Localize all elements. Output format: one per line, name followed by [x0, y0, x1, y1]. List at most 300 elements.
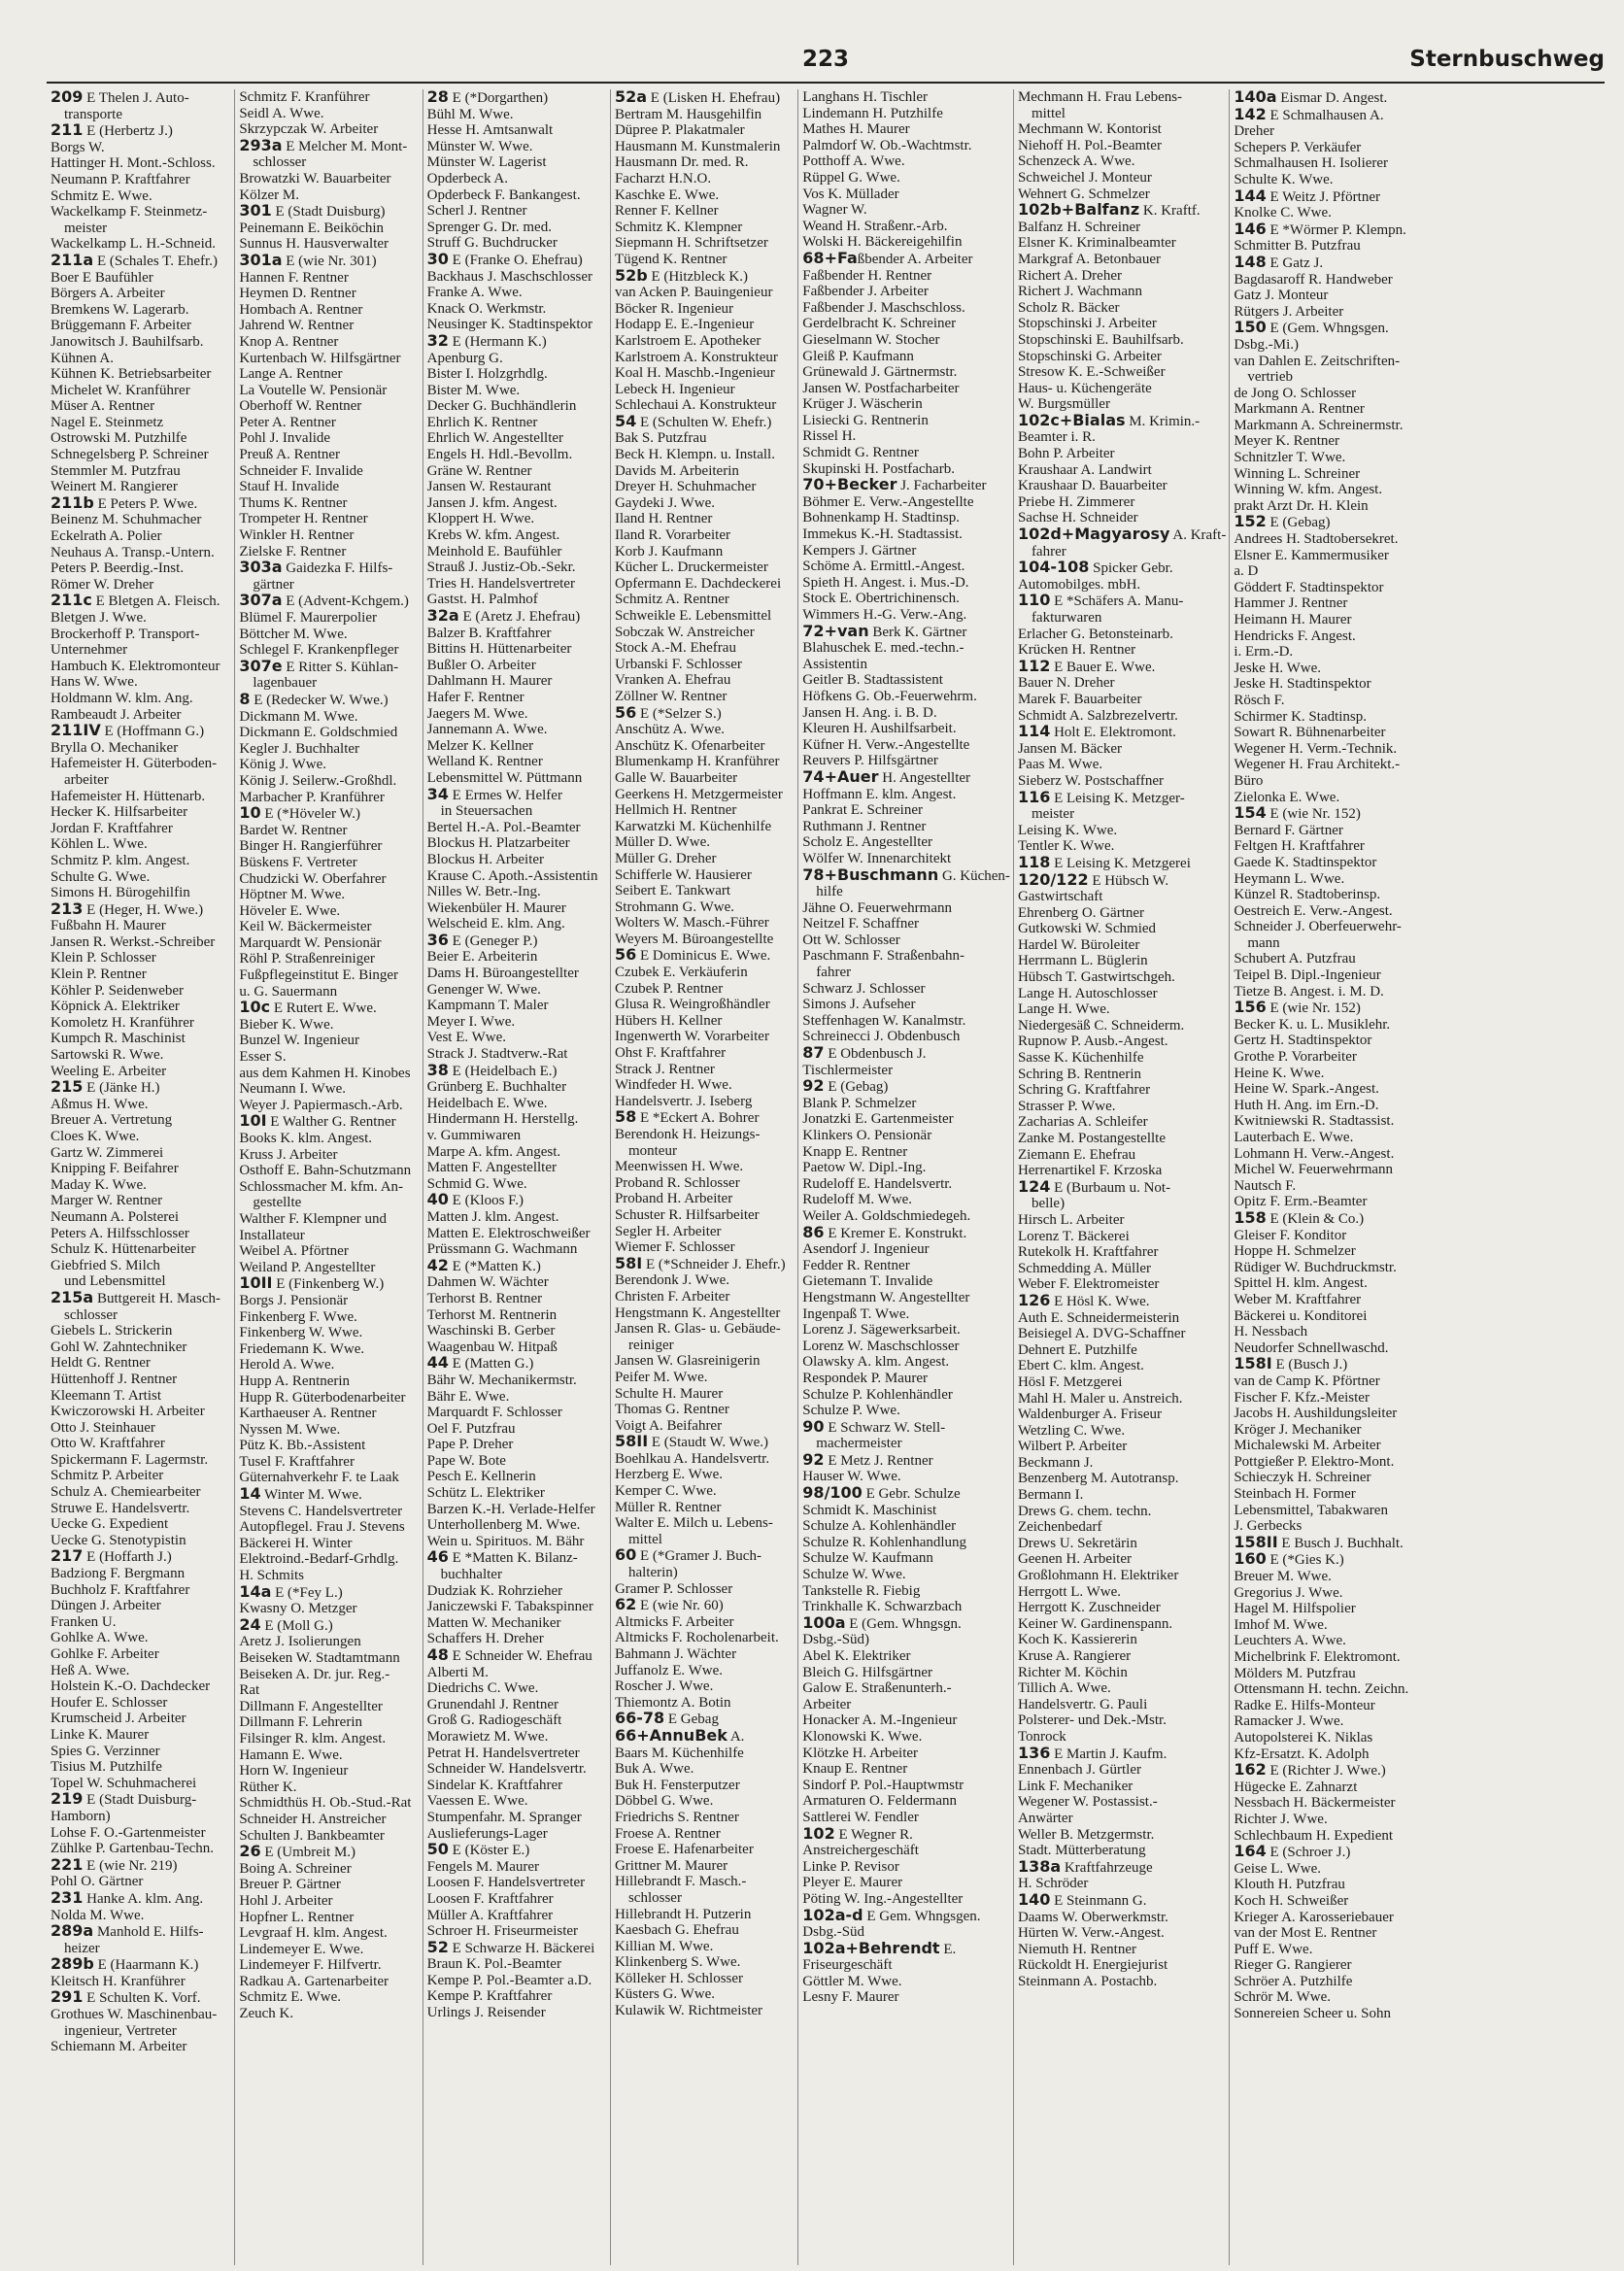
directory-entry: Uecke G. Stenotypistin: [51, 1532, 186, 1548]
directory-entry: Waschinski B. Gerber: [426, 1323, 556, 1339]
directory-entry: Houfer E. Schlosser: [51, 1694, 168, 1711]
directory-entry: Tentler K. Wwe.: [1017, 838, 1115, 855]
directory-entry: Bunzel W. Ingenieur: [239, 1033, 360, 1049]
house-number: 102b+Balfanz: [1017, 200, 1140, 220]
directory-entry: Kempe P. Kraftfahrer: [426, 1988, 553, 2005]
directory-entry: Schulze P. Wwe.: [802, 1403, 900, 1419]
directory-entry: 231 Hanke A. klm. Ang.: [51, 1887, 204, 1907]
directory-entry: Müller A. Kraftfahrer: [426, 1907, 554, 1923]
directory-entry: Mechmann W. Kontorist: [1017, 121, 1162, 138]
directory-entry: Schlegel F. Krankenpfleger: [239, 642, 399, 659]
directory-entry: Spickermann F. Lagermstr.: [51, 1451, 209, 1468]
directory-entry: Ehrenberg O. Gärtner: [1017, 904, 1145, 921]
directory-entry: 32 E (Hermann K.): [426, 330, 547, 350]
directory-entry: Czubek E. Verkäuferin: [614, 965, 748, 981]
directory-entry: Großlohmann H. Elektriker: [1017, 1568, 1179, 1584]
directory-entry: Sobczak W. Anstreicher: [614, 624, 755, 640]
directory-entry: Tisius M. Putzhilfe: [51, 1759, 162, 1776]
directory-entry: machermeister: [816, 1436, 902, 1452]
directory-entry: Haus- u. Küchengeräte: [1017, 380, 1152, 396]
directory-entry: Loosen F. Kraftfahrer: [426, 1890, 554, 1907]
directory-entry: Honacker A. M.-Ingenieur: [802, 1712, 958, 1729]
directory-entry: Jahrend W. Rentner: [239, 318, 355, 334]
directory-entry: 102c+Bialas M. Krimin.-: [1017, 410, 1201, 429]
house-number: 154: [1234, 803, 1267, 823]
directory-entry: 70+Becker J. Facharbeiter: [802, 475, 987, 494]
directory-entry: Esser S.: [239, 1049, 287, 1066]
directory-entry: Wegener H. Frau Architekt.-: [1234, 757, 1401, 773]
directory-entry: Wegener W. Postassist.-: [1017, 1794, 1158, 1811]
directory-entry: 140a Eismar D. Angest.: [1234, 87, 1388, 106]
directory-entry: Winkler H. Rentner: [239, 527, 355, 544]
directory-entry: Vranken A. Ehefrau: [614, 672, 731, 689]
directory-entry: Nilles W. Betr.-Ing.: [426, 884, 541, 900]
directory-entry: Schroer H. Friseurmeister: [426, 1923, 579, 1940]
directory-columns: [47, 89, 1605, 2265]
directory-entry: Bäckerei u. Konditorei: [1234, 1307, 1368, 1324]
directory-entry: 52a E (Lisken H. Ehefrau): [614, 87, 781, 106]
directory-entry: 10II E (Finkenberg W.): [239, 1273, 385, 1293]
directory-entry: Hodapp E. E.-Ingenieur: [614, 317, 755, 333]
directory-entry: Reuvers P. Hilfsgärtner: [802, 753, 938, 769]
house-number: 293a: [239, 135, 283, 154]
directory-entry: Kröger J. Mechaniker: [1234, 1421, 1362, 1438]
directory-entry: arbeiter: [64, 771, 109, 788]
directory-entry: Simons J. Aufseher: [802, 997, 916, 1013]
house-number: 148: [1234, 252, 1267, 271]
directory-entry: Aretz J. Isolierungen: [239, 1634, 361, 1650]
directory-entry: Rösch F.: [1234, 692, 1285, 708]
directory-entry: Zöllner W. Rentner: [614, 688, 727, 704]
directory-entry: Hüttenhoff J. Rentner: [51, 1371, 178, 1387]
directory-entry: Koch K. Kassiererin: [1017, 1632, 1137, 1648]
directory-entry: Gartz W. Zimmerei: [51, 1144, 164, 1161]
directory-entry: Gregorius J. Wwe.: [1234, 1584, 1343, 1601]
directory-entry: Kempers J. Gärtner: [802, 542, 917, 559]
directory-entry: 142 E Schmalhausen A.: [1234, 104, 1384, 123]
directory-entry: 215 E (Jänke H.): [51, 1077, 160, 1097]
directory-entry: Breuer M. Wwe.: [1234, 1569, 1332, 1585]
directory-entry: Iland R. Vorarbeiter: [614, 527, 730, 544]
directory-entry: 112 E Bauer E. Wwe.: [1017, 656, 1156, 675]
directory-entry: Knolke C. Wwe.: [1234, 205, 1332, 221]
directory-entry: Renner F. Kellner: [614, 203, 719, 220]
directory-entry: Marbacher P. Kranführer: [239, 789, 385, 805]
directory-entry: Meinhold E. Baufühler: [426, 543, 562, 559]
directory-entry: Friedemann K. Wwe.: [239, 1340, 365, 1357]
house-number: 140a: [1234, 87, 1277, 106]
directory-entry: Kampmann T. Maler: [426, 998, 549, 1014]
directory-entry: Strohmann G. Wwe.: [614, 898, 735, 915]
directory-entry: 118 E Leising K. Metzgerei: [1017, 852, 1191, 871]
directory-entry: Weinert M. Rangierer: [51, 479, 178, 495]
directory-entry: Blockus H. Arbeiter: [426, 851, 545, 867]
directory-entry: Lange A. Rentner: [239, 366, 343, 383]
directory-entry: Meyer I. Wwe.: [426, 1013, 516, 1030]
directory-entry: Weyer J. Papiermasch.-Arb.: [239, 1097, 403, 1113]
directory-entry: Alberti M.: [426, 1664, 489, 1680]
directory-entry: Neitzel F. Schaffner: [802, 916, 920, 932]
directory-entry: Spittel H. klm. Angest.: [1234, 1275, 1368, 1292]
directory-entry: Strack J. Stadtverw.-Rat: [426, 1046, 568, 1063]
directory-entry: 40 E (Kloos F.): [426, 1190, 524, 1209]
directory-entry: Matten J. klm. Angest.: [426, 1208, 559, 1225]
directory-entry: Schlechaui A. Konstrukteur: [614, 397, 777, 414]
directory-entry: Sprenger G. Dr. med.: [426, 219, 552, 235]
directory-entry: Vaessen E. Wwe.: [426, 1793, 528, 1810]
directory-entry: Bermann I.: [1017, 1487, 1084, 1504]
directory-entry: Schmidthüs H. Ob.-Stud.-Rat: [239, 1795, 412, 1812]
directory-entry: 68+Faßbender A. Arbeiter: [802, 248, 973, 267]
house-number: 124: [1017, 1176, 1051, 1196]
directory-entry: Krebs W. kfm. Angest.: [426, 527, 560, 544]
directory-entry: aus dem Kahmen H. Kinobes: [239, 1065, 411, 1081]
directory-entry: Richter M. Köchin: [1017, 1664, 1128, 1680]
directory-entry: Richter J. Wwe.: [1234, 1811, 1328, 1827]
directory-entry: Kwitniewski R. Stadtassist.: [1234, 1113, 1395, 1130]
directory-entry: meister: [64, 220, 108, 236]
house-number: 303a: [239, 558, 283, 577]
directory-entry: Urlings J. Reisender: [426, 2005, 546, 2021]
directory-entry: Hopfner L. Rentner: [239, 1909, 355, 1925]
house-number: 102: [802, 1823, 835, 1843]
directory-entry: Beiseken A. Dr. jur. Reg.-: [239, 1666, 390, 1682]
directory-entry: Gietemann T. Invalide: [802, 1273, 933, 1290]
directory-entry: Gaede K. Stadtinspektor: [1234, 854, 1377, 870]
directory-entry: Ingenpaß T. Wwe.: [802, 1305, 910, 1322]
house-number: 72+van: [802, 621, 869, 640]
directory-entry: Böcker R. Ingenieur: [614, 300, 734, 317]
directory-entry: Michalewski M. Arbeiter: [1234, 1438, 1381, 1454]
directory-entry: Olawsky A. klm. Angest.: [802, 1354, 950, 1371]
directory-entry: Hupp A. Rentnerin: [239, 1373, 351, 1389]
directory-entry: Berendonk J. Wwe.: [614, 1272, 729, 1289]
directory-entry: Kwasny O. Metzger: [239, 1601, 357, 1617]
directory-entry: Bähr E. Wwe.: [426, 1388, 510, 1405]
directory-entry: Leuchters A. Wwe.: [1234, 1633, 1346, 1649]
directory-entry: 48 E Schneider W. Ehefrau: [426, 1645, 592, 1664]
directory-entry: Hambuch K. Elektromonteur: [51, 658, 220, 674]
directory-entry: Prüssmann G. Wachmann: [426, 1241, 578, 1258]
directory-entry: Autopflegel. Frau J. Stevens: [239, 1519, 405, 1536]
directory-entry: Schirmer K. Stadtinsp.: [1234, 708, 1367, 725]
directory-entry: Stopschinski E. Bauhilfsarb.: [1017, 331, 1184, 348]
directory-entry: Klein P. Rentner: [51, 966, 147, 983]
directory-entry: König J. Wwe.: [239, 757, 327, 773]
directory-entry: Karwatzki M. Küchenhilfe: [614, 818, 772, 834]
directory-entry: gestellte: [253, 1195, 302, 1211]
directory-entry: Dudziak K. Rohrzieher: [426, 1582, 563, 1599]
directory-entry: lagenbauer: [253, 675, 318, 692]
directory-entry: Dickmann M. Wwe.: [239, 708, 358, 725]
house-number: 301a: [239, 250, 283, 269]
directory-entry: Zielske F. Rentner: [239, 543, 347, 559]
directory-entry: Paas M. Wwe.: [1017, 757, 1103, 773]
house-number: 92: [802, 1076, 825, 1096]
directory-entry: Herrmann L. Büglerin: [1017, 953, 1148, 969]
directory-entry: Marquardt W. Pensionär: [239, 934, 382, 951]
directory-entry: Bremkens W. Lagerarb.: [51, 301, 189, 318]
house-number: 52b: [614, 265, 648, 285]
directory-entry: Schmitter B. Putzfrau: [1234, 238, 1361, 254]
directory-entry: Ostrowski M. Putzhilfe: [51, 430, 187, 447]
directory-entry: 148 E Gatz J.: [1234, 252, 1324, 271]
directory-entry: 152 E (Gebag): [1234, 512, 1331, 531]
directory-entry: Weeling E. Arbeiter: [51, 1063, 167, 1079]
directory-entry: Göttler M. Wwe.: [802, 1973, 902, 1989]
directory-entry: Schmalhausen H. Isolierer: [1234, 155, 1389, 172]
directory-entry: 307a E (Advent-Kchgem.): [239, 591, 409, 610]
directory-entry: Hammer J. Rentner: [1234, 595, 1348, 612]
directory-entry: Becker K. u. L. Musiklehr.: [1234, 1016, 1391, 1033]
directory-entry: Balfanz H. Schreiner: [1017, 219, 1141, 235]
directory-entry: 219 E (Stadt Duisburg-: [51, 1789, 197, 1809]
directory-entry: Herrgott K. Zuschneider: [1017, 1600, 1161, 1616]
directory-entry: in Steuersachen: [440, 803, 533, 820]
directory-entry: Grünberg E. Buchhalter: [426, 1079, 567, 1096]
directory-entry: Wölfer W. Innenarchitekt: [802, 850, 952, 866]
directory-entry: Dickmann E. Goldschmied: [239, 725, 398, 741]
running-title: Sternbuschweg: [1409, 47, 1605, 72]
directory-entry: Wegener H. Verm.-Technik.: [1234, 740, 1398, 757]
directory-entry: Schulze W. Wwe.: [802, 1567, 906, 1583]
directory-entry: Bühl M. Wwe.: [426, 106, 514, 122]
directory-entry: La Voutelle W. Pensionär: [239, 382, 388, 398]
directory-entry: Thiemontz A. Botin: [614, 1694, 731, 1711]
directory-entry: Faßbender J. Maschschloss.: [802, 299, 965, 316]
directory-entry: Oel F. Putzfrau: [426, 1420, 516, 1437]
directory-entry: Opfermann E. Dachdeckerei: [614, 575, 782, 592]
house-number: 14: [239, 1484, 261, 1504]
directory-entry: Richert A. Dreher: [1017, 267, 1122, 284]
house-number: 24: [239, 1614, 261, 1634]
house-number: 120/122: [1017, 869, 1089, 889]
directory-entry: Maday K. Wwe.: [51, 1176, 147, 1193]
directory-entry: Handelsvertr. J. Iseberg: [614, 1093, 753, 1109]
directory-entry: Jansen R. Glas- u. Gebäude-: [614, 1321, 781, 1338]
directory-entry: Hürten W. Verw.-Angest.: [1017, 1925, 1165, 1942]
directory-entry: fahrer: [816, 965, 852, 981]
directory-entry: Marpe A. kfm. Angest.: [426, 1143, 561, 1160]
directory-entry: Grunendahl J. Rentner: [426, 1696, 559, 1712]
directory-entry: Wiekenbüler H. Maurer: [426, 899, 566, 916]
directory-entry: Strauß J. Justiz-Ob.-Sekr.: [426, 559, 576, 576]
house-number: 56: [614, 702, 637, 722]
directory-entry: Levgraaf H. klm. Angest.: [239, 1925, 388, 1942]
directory-entry: 78+Buschmann G. Küchen-: [802, 864, 1010, 884]
directory-entry: Beck H. Klempn. u. Install.: [614, 447, 775, 463]
directory-entry: Schaffers H. Dreher: [426, 1631, 544, 1647]
directory-entry: Pape W. Bote: [426, 1452, 506, 1469]
directory-entry: Dams H. Büroangestellter: [426, 966, 579, 982]
directory-entry: Tusel F. Kraftfahrer: [239, 1453, 355, 1470]
house-number: 146: [1234, 219, 1267, 238]
house-number: 160: [1234, 1549, 1267, 1569]
directory-entry: Weiler A. Goldschmiedegeh.: [802, 1207, 971, 1224]
house-number: 98/100: [802, 1483, 863, 1503]
directory-entry: Ziemann E. Ehefrau: [1017, 1146, 1136, 1163]
directory-entry: Markgraf A. Betonbauer: [1017, 251, 1161, 267]
directory-entry: Zühlke P. Gartenbau-Techn.: [51, 1841, 215, 1857]
directory-entry: Markmann A. Rentner: [1234, 401, 1365, 418]
directory-entry: Schütz L. Elektriker: [426, 1485, 545, 1502]
house-number: 144: [1234, 186, 1267, 205]
directory-entry: Spieth H. Angest. i. Mus.-D.: [802, 574, 969, 591]
directory-entry: Hans W. Wwe.: [51, 674, 138, 691]
directory-entry: Ingenwerth W. Vorarbeiter: [614, 1029, 769, 1045]
directory-entry: Hillebrandt H. Putzerin: [614, 1906, 752, 1922]
directory-entry: Karthaeuser A. Rentner: [239, 1406, 377, 1422]
directory-entry: 110 E *Schäfers A. Manu-: [1017, 591, 1184, 610]
directory-entry: Handelsvertr. G. Pauli: [1017, 1696, 1148, 1712]
directory-entry: Pottgießer P. Elektro-Mont.: [1234, 1453, 1395, 1470]
directory-entry: Aßmus H. Wwe.: [51, 1096, 149, 1112]
directory-entry: 140 E Steinmann G.: [1017, 1889, 1147, 1909]
directory-entry: Buchholz F. Kraftfahrer: [51, 1581, 190, 1598]
directory-entry: Kleuren H. Aushilfsarbeit.: [802, 721, 957, 737]
directory-entry: Siepmann H. Schriftsetzer: [614, 235, 768, 252]
directory-entry: de Jong O. Schlosser: [1234, 385, 1357, 401]
directory-entry: Rütgers J. Arbeiter: [1234, 303, 1344, 320]
directory-entry: Kemper C. Wwe.: [614, 1483, 717, 1500]
directory-entry: mann: [1247, 934, 1280, 951]
directory-entry: Herrenartikel F. Krzoska: [1017, 1163, 1163, 1179]
directory-entry: Schrör M. Wwe.: [1234, 1989, 1332, 2006]
directory-column: [234, 89, 422, 2265]
directory-entry: Böhmer E. Verw.-Angestellte: [802, 493, 974, 510]
directory-entry: Müller G. Dreher: [614, 850, 717, 866]
directory-entry: J. Gerbecks: [1234, 1518, 1303, 1535]
directory-entry: Jansen R. Werkst.-Schreiber: [51, 933, 216, 950]
directory-entry: Pankrat E. Schreiner: [802, 802, 924, 819]
directory-entry: Ott W. Schlosser: [802, 932, 900, 948]
directory-entry: Froese A. Rentner: [614, 1825, 721, 1842]
directory-entry: Hafemeister H. Güterboden-: [51, 756, 218, 772]
house-number: 14a: [239, 1581, 272, 1601]
directory-entry: Schulze A. Kohlenhändler: [802, 1518, 957, 1535]
directory-entry: Steffenhagen W. Kanalmstr.: [802, 1012, 966, 1029]
directory-entry: 144 E Weitz J. Pförtner: [1234, 186, 1380, 205]
directory-entry: Froese E. Hafenarbeiter: [614, 1842, 754, 1858]
house-number: 138a: [1017, 1856, 1062, 1876]
directory-entry: 307e E Ritter S. Kühlan-: [239, 656, 399, 675]
house-number: 10II: [239, 1273, 273, 1293]
directory-entry: Schifferle W. Hausierer: [614, 866, 752, 883]
directory-entry: Bak S. Putzfrau: [614, 430, 707, 447]
house-number: 211: [51, 120, 84, 140]
directory-entry: 60 E (*Gramer J. Buch-: [614, 1545, 761, 1565]
directory-entry: Wackelkamp F. Steinmetz-: [51, 204, 208, 220]
directory-entry: Heldt G. Rentner: [51, 1355, 151, 1372]
directory-entry: Walter E. Milch u. Lebens-: [614, 1515, 773, 1532]
directory-entry: Opitz F. Erm.-Beamter: [1234, 1194, 1368, 1210]
directory-entry: Kühnen K. Betriebsarbeiter: [51, 366, 212, 383]
house-number: 38: [426, 1060, 449, 1079]
directory-entry: Bahmann J. Wächter: [614, 1646, 737, 1662]
directory-entry: heizer: [64, 1940, 100, 1956]
directory-entry: Roscher J. Wwe.: [614, 1678, 714, 1695]
directory-entry: Zacharias A. Schleifer: [1017, 1114, 1148, 1131]
directory-entry: i. Erm.-D.: [1234, 644, 1294, 661]
directory-entry: Grünewald J. Gärtnermstr.: [802, 364, 958, 381]
directory-entry: Rieger G. Rangierer: [1234, 1957, 1352, 1974]
house-number: 44: [426, 1353, 449, 1373]
directory-entry: Zielonka E. Wwe.: [1234, 789, 1340, 805]
directory-entry: Paetow W. Dipl.-Ing.: [802, 1160, 927, 1176]
directory-entry: Klein P. Schlosser: [51, 950, 156, 966]
directory-entry: Bleich G. Hilfsgärtner: [802, 1664, 933, 1680]
directory-entry: Jonatzki E. Gartenmeister: [802, 1111, 954, 1128]
directory-entry: Steinbach H. Former: [1234, 1486, 1356, 1503]
directory-entry: Herold A. Wwe.: [239, 1357, 335, 1373]
directory-entry: Thums K. Rentner: [239, 494, 348, 511]
directory-entry: 86 E Kremer E. Konstrukt.: [802, 1222, 967, 1241]
directory-entry: Genenger W. Wwe.: [426, 981, 541, 998]
directory-entry: Schmidt K. Maschinist: [802, 1502, 937, 1518]
directory-entry: Sunnus H. Hausverwalter: [239, 236, 389, 253]
directory-entry: Preuß A. Rentner: [239, 447, 341, 463]
house-number: 211IV: [51, 721, 101, 740]
directory-entry: 34 E Ermes W. Helfer: [426, 784, 562, 803]
directory-entry: Blank P. Schmelzer: [802, 1095, 917, 1111]
house-number: 209: [51, 87, 84, 106]
directory-entry: 24 E (Moll G.): [239, 1614, 333, 1634]
directory-entry: Knop A. Rentner: [239, 333, 339, 350]
directory-entry: Stemmler M. Putzfrau: [51, 462, 181, 479]
directory-entry: Sasse K. Küchenhilfe: [1017, 1050, 1144, 1067]
directory-entry: Melzer K. Kellner: [426, 737, 534, 754]
directory-entry: van Acken P. Bauingenieur: [614, 285, 773, 301]
directory-entry: 56 E Dominicus E. Wwe.: [614, 945, 771, 965]
directory-entry: Fußbahn H. Maurer: [51, 918, 166, 934]
directory-entry: meister: [1031, 806, 1075, 823]
directory-entry: Boehlkau A. Handelsvertr.: [614, 1450, 770, 1467]
house-number: 92: [802, 1449, 825, 1469]
directory-column: [1013, 89, 1229, 2265]
directory-entry: Hattinger H. Mont.-Schloss.: [51, 155, 216, 172]
directory-entry: Bertel H.-A. Pol.-Beamter: [426, 819, 581, 835]
directory-entry: Grothues W. Maschinenbau-: [51, 2007, 218, 2023]
directory-entry: Döbbel G. Wwe.: [614, 1793, 714, 1810]
directory-entry: Tügend K. Rentner: [614, 251, 727, 267]
directory-entry: Gohlke F. Arbeiter: [51, 1646, 159, 1662]
directory-entry: Galle W. Bauarbeiter: [614, 769, 738, 786]
directory-entry: Beisiegel A. DVG-Schaffner: [1017, 1326, 1186, 1342]
house-number: 142: [1234, 104, 1267, 123]
directory-entry: Beiseken W. Stadtamtmann: [239, 1650, 400, 1666]
directory-entry: hilfe: [816, 884, 843, 900]
directory-entry: Mathes H. Maurer: [802, 121, 910, 138]
directory-entry: Peifer M. Wwe.: [614, 1369, 708, 1385]
directory-entry: Auth E. Schneidermeisterin: [1017, 1309, 1180, 1326]
directory-entry: Strasser P. Wwe.: [1017, 1098, 1116, 1114]
directory-entry: Geerkens H. Metzgermeister: [614, 786, 783, 802]
directory-entry: Schulze W. Kaufmann: [802, 1550, 933, 1567]
directory-entry: Herrgott L. Wwe.: [1017, 1583, 1122, 1600]
directory-entry: Urbanski F. Schlosser: [614, 656, 742, 672]
directory-entry: Decker G. Buchhändlerin: [426, 398, 577, 415]
directory-entry: Schulte K. Wwe.: [1234, 171, 1334, 187]
directory-entry: Gatz J. Monteur: [1234, 288, 1329, 304]
house-number: 32a: [426, 606, 459, 625]
directory-entry: Wolski H. Bäckereigehilfin: [802, 234, 963, 251]
directory-entry: Linke K. Maurer: [51, 1726, 150, 1743]
directory-entry: Elsner E. Kammermusiker: [1234, 547, 1389, 563]
directory-entry: Czubek P. Rentner: [614, 980, 724, 997]
directory-entry: Sonnereien Scheer u. Sohn: [1234, 2006, 1391, 2022]
directory-entry: Oberhoff W. Rentner: [239, 398, 362, 415]
directory-entry: Kloppert H. Wwe.: [426, 511, 535, 527]
